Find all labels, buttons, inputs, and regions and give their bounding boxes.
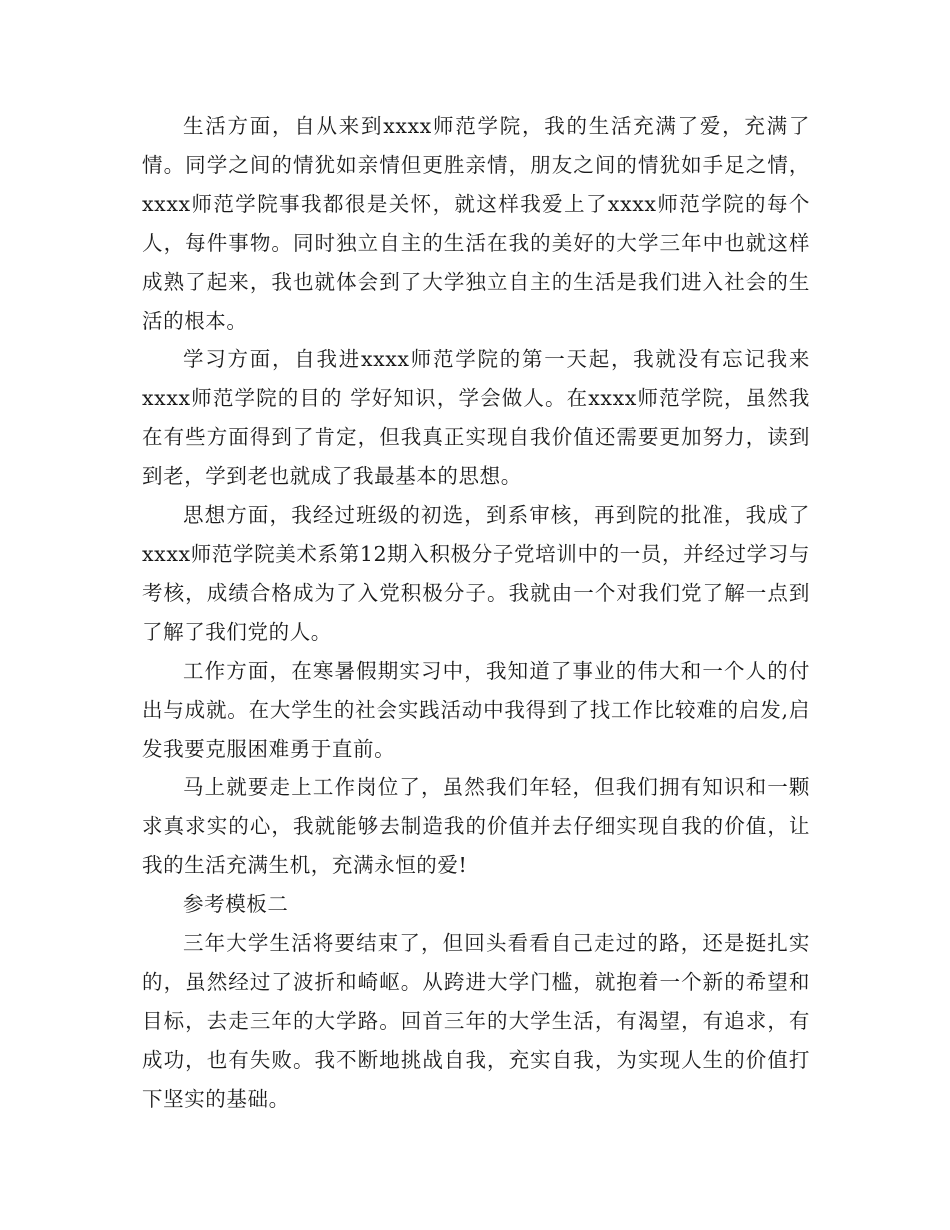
paragraph-work: 工作方面，在寒暑假期实习中，我知道了事业的伟大和一个人的付出与成就。在大学生的社会实践活动中我得到了找工作比较难的启发,启发我要克服困难勇于直前。	[142, 658, 810, 761]
paragraph-template-two: 三年大学生活将要结束了，但回头看看自己走过的路，还是挺扎实的，虽然经过了波折和崎岖。从跨进大学门槛，就抱着一个新的希望和目标，去走三年的大学路。回首三年的大学生活，有渴望，有追求，有成功，也有失败。我不断地挑战自我，充实自我，为实现人生的价值打下坚实的基础。	[142, 931, 810, 1111]
paragraph-conclusion: 马上就要走上工作岗位了，虽然我们年轻，但我们拥有知识和一颗求真求实的心，我就能够去制造我的价值并去仔细实现自我的价值，让我的生活充满生机，充满永恒的爱!	[142, 775, 810, 878]
document-body	[142, 107, 810, 1119]
section-heading: 参考模板二	[183, 892, 289, 917]
paragraph-life: 生活方面，自从来到xxxx师范学院，我的生活充满了爱，充满了情。同学之间的情犹如亲情但更胜亲情，朋友之间的情犹如手足之情，xxxx师范学院事我都很是关怀，就这样我爱上了xxxx师范学院的每个人，每件事物。同时独立自主的生活在我的美好的大学三年中也就这样成熟了起来，我也就体会到了大学独立自主的生活是我们进入社会的生活的根本。	[142, 114, 810, 333]
paragraph-study: 学习方面，自我进xxxx师范学院的第一天起，我就没有忘记我来xxxx师范学院的目的 学好知识，学会做人。在xxxx师范学院，虽然我在有些方面得到了肯定，但我真正实现自我价值还需要更加努力，读到到老，学到老也就成了我最基本的思想。	[142, 347, 810, 489]
paragraph-thought: 思想方面，我经过班级的初选，到系审核，再到院的批准，我成了xxxx师范学院美术系第12期入积极分子党培训中的一员，并经过学习与考核，成绩合格成为了入党积极分子。我就由一个对我们党了解一点到了解了我们党的人。	[142, 503, 810, 644]
